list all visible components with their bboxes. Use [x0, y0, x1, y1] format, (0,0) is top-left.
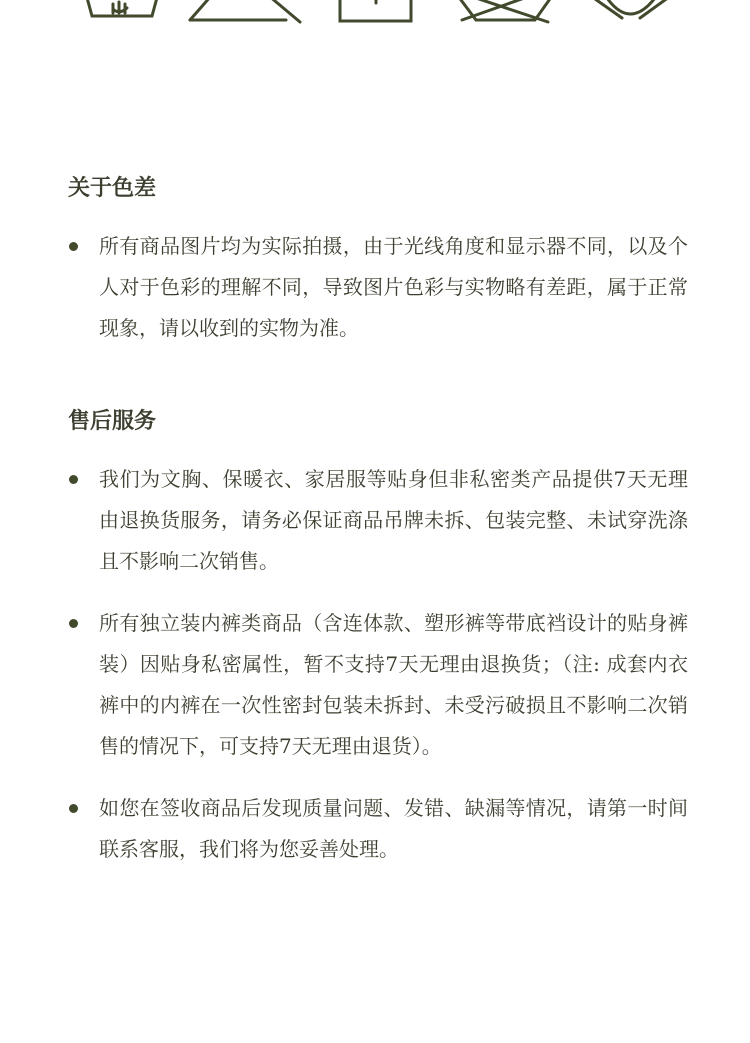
color-difference-section: [68, 170, 688, 349]
list-item: [68, 788, 688, 870]
bullet-list: [68, 226, 688, 349]
hand-wash-icon: [86, 0, 158, 16]
list-item-text: 所有商品图片均为实际拍摄，由于光线角度和显示器不同，以及个人对于色彩的理解不同，导致图片色彩与实物略有差距，属于正常现象，请以收到的实物为准。: [99, 234, 688, 340]
list-item-text: 我们为文胸、保暖衣、家居服等贴身但非私密类产品提供7天无理由退换货服务，请务必保证商品吊牌未拆、包装完整、未试穿洗涤且不影响二次销售。: [99, 467, 688, 573]
notice-content: [68, 170, 688, 870]
list-item-text: 所有独立装内裤类商品（含连体款、塑形裤等带底裆设计的贴身裤装）因贴身私密属性，暂不支持7天无理由退换货；（注: 成套内衣裤中的内裤在一次性密封包装未拆封、未受污破损且不影响二次销售的情况下，可支持7天无理由退货）。: [99, 611, 688, 758]
section-title: 关于色差: [68, 175, 157, 201]
tumble-dry-icon: [340, 0, 411, 21]
bullet-icon: [69, 242, 78, 251]
bullet-icon: [69, 619, 78, 628]
section-title: 售后服务: [68, 408, 157, 434]
bullet-list: [68, 459, 688, 870]
care-icons-strip: [0, 0, 750, 30]
list-item: [68, 603, 688, 767]
list-item-text: 如您在签收商品后发现质量问题、发错、缺漏等情况，请第一时间联系客服，我们将为您妥善处理。: [99, 796, 688, 861]
list-item: [68, 459, 688, 582]
after-sales-section: [68, 403, 688, 870]
list-item: [68, 226, 688, 349]
bullet-icon: [69, 475, 78, 484]
no-dry-clean-icon: [588, 0, 676, 18]
iron-crossed-icon: [458, 0, 552, 22]
no-bleach-icon: [190, 0, 300, 22]
bullet-icon: [69, 804, 78, 813]
